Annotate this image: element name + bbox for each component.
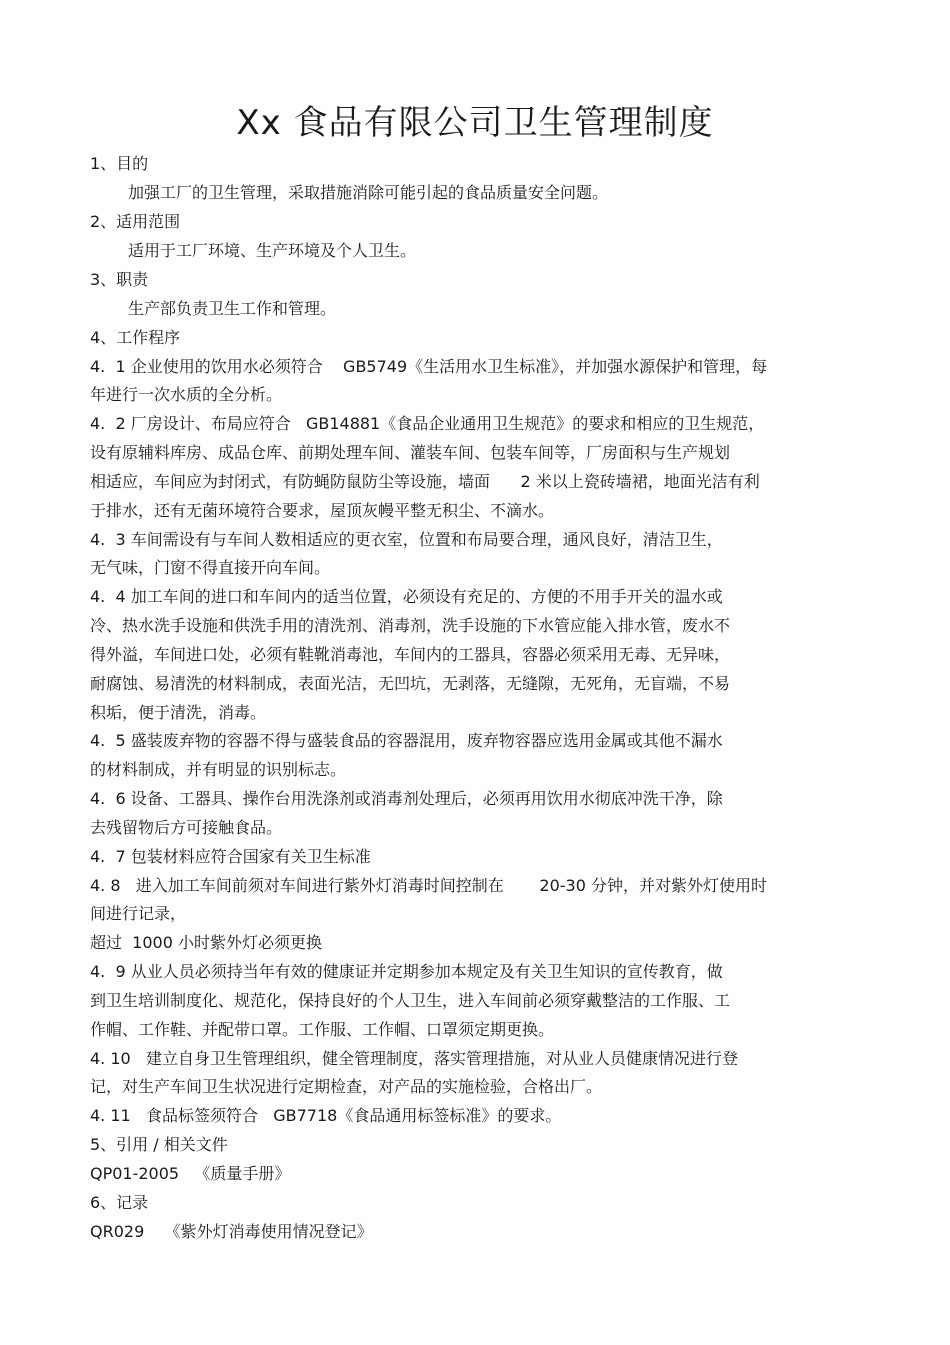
section-heading-purpose: 1、目的: [90, 154, 149, 173]
paragraph-line: 4. 10 建立自身卫生管理组织，健全管理制度，落实管理措施，对从业人员健康情况进行登: [90, 1049, 738, 1068]
paragraph-line: 间进行记录，: [90, 904, 187, 923]
paragraph-line: 加强工厂的卫生管理，采取措施消除可能引起的食品质量安全问题。: [128, 183, 609, 202]
paragraph-line: 去残留物后方可接触食品。: [90, 818, 283, 837]
paragraph-line: 4. 4 加工车间的进口和车间内的适当位置，必须设有充足的、方便的不用手开关的温水或: [90, 587, 723, 606]
section-heading-records: 6、记录: [90, 1193, 149, 1212]
paragraph-line: 4. 9 从业人员必须持当年有效的健康证并定期参加本规定及有关卫生知识的宣传教育，做: [90, 962, 723, 981]
paragraph-line: 生产部负责卫生工作和管理。: [128, 299, 337, 318]
paragraph-line: 4. 3 车间需设有与车间人数相适应的更衣室，位置和布局要合理，通风良好，清洁卫生，: [90, 530, 723, 549]
section-heading-duties: 3、职责: [90, 270, 149, 289]
document-title: Xx 食品有限公司卫生管理制度: [236, 103, 714, 143]
paragraph-line: 4. 11 食品标签须符合 GB7718《食品通用标签标准》的要求。: [90, 1106, 562, 1125]
section-heading-scope: 2、适用范围: [90, 212, 181, 231]
paragraph-line: 的材料制成，并有明显的识别标志。: [90, 760, 347, 779]
paragraph-line: 4. 2 厂房设计、布局应符合 GB14881《食品企业通用卫生规范》的要求和相应的卫生规范，: [90, 414, 765, 433]
paragraph-line: 得外溢，车间进口处，必须有鞋靴消毒池，车间内的工器具，容器必须采用无毒、无异味，: [90, 645, 731, 664]
paragraph-line: 到卫生培训制度化、规范化，保持良好的个人卫生，进入车间前必须穿戴整洁的工作服、工: [90, 991, 731, 1010]
paragraph-line: 年进行一次水质的全分析。: [90, 385, 283, 404]
paragraph-line: 无气味，门窗不得直接开向车间。: [90, 558, 331, 577]
paragraph-line: 于排水，还有无菌环境符合要求，屋顶灰幔平整无积尘、不滴水。: [90, 501, 555, 520]
paragraph-line: 适用于工厂环境、生产环境及个人卫生。: [128, 241, 417, 260]
section-heading-references: 5、引用 / 相关文件: [90, 1135, 228, 1154]
paragraph-line: 4. 7 包装材料应符合国家有关卫生标准: [90, 847, 371, 866]
section-heading-procedure: 4、工作程序: [90, 328, 181, 347]
paragraph-line: 4. 8 进入加工车间前须对车间进行紫外灯消毒时间控制在 20-30 分钟，并对紫外灯使用时: [90, 876, 767, 895]
paragraph-line: 积垢，便于清洗，消毒。: [90, 703, 267, 722]
paragraph-line: 冷、热水洗手设施和供洗手用的清洗剂、消毒剂，洗手设施的下水管应能入排水管，废水不: [90, 616, 731, 635]
reference-line: QP01-2005 《质量手册》: [90, 1164, 291, 1183]
paragraph-line: 相适应，车间应为封闭式，有防蝇防鼠防尘等设施，墙面 2 米以上瓷砖墙裙，地面光洁有利: [90, 472, 760, 491]
paragraph-line: 4. 6 设备、工器具、操作台用洗涤剂或消毒剂处理后，必须再用饮用水彻底冲洗干净，除: [90, 789, 723, 808]
paragraph-line: 记，对生产车间卫生状况进行定期检查，对产品的实施检验，合格出厂。: [90, 1077, 603, 1096]
paragraph-line: 4. 5 盛装废弃物的容器不得与盛装食品的容器混用，废弃物容器应选用金属或其他不漏水: [90, 731, 723, 750]
paragraph-line: 作帽、工作鞋、并配带口罩。工作服、工作帽、口罩须定期更换。: [90, 1020, 555, 1039]
paragraph-line: 4. 1 企业使用的饮用水必须符合 GB5749《生活用水卫生标准》，并加强水源保护和管理，每: [90, 357, 768, 376]
paragraph-line: 耐腐蚀、易清洗的材料制成，表面光洁，无凹坑，无剥落，无缝隙，无死角，无盲端，不易: [90, 674, 731, 693]
paragraph-line: 超过 1000 小时紫外灯必须更换: [90, 933, 322, 952]
record-line: QR029 《紫外灯消毒使用情况登记》: [90, 1222, 373, 1241]
paragraph-line: 设有原辅料库房、成品仓库、前期处理车间、灌装车间、包装车间等，厂房面积与生产规划: [90, 443, 731, 462]
